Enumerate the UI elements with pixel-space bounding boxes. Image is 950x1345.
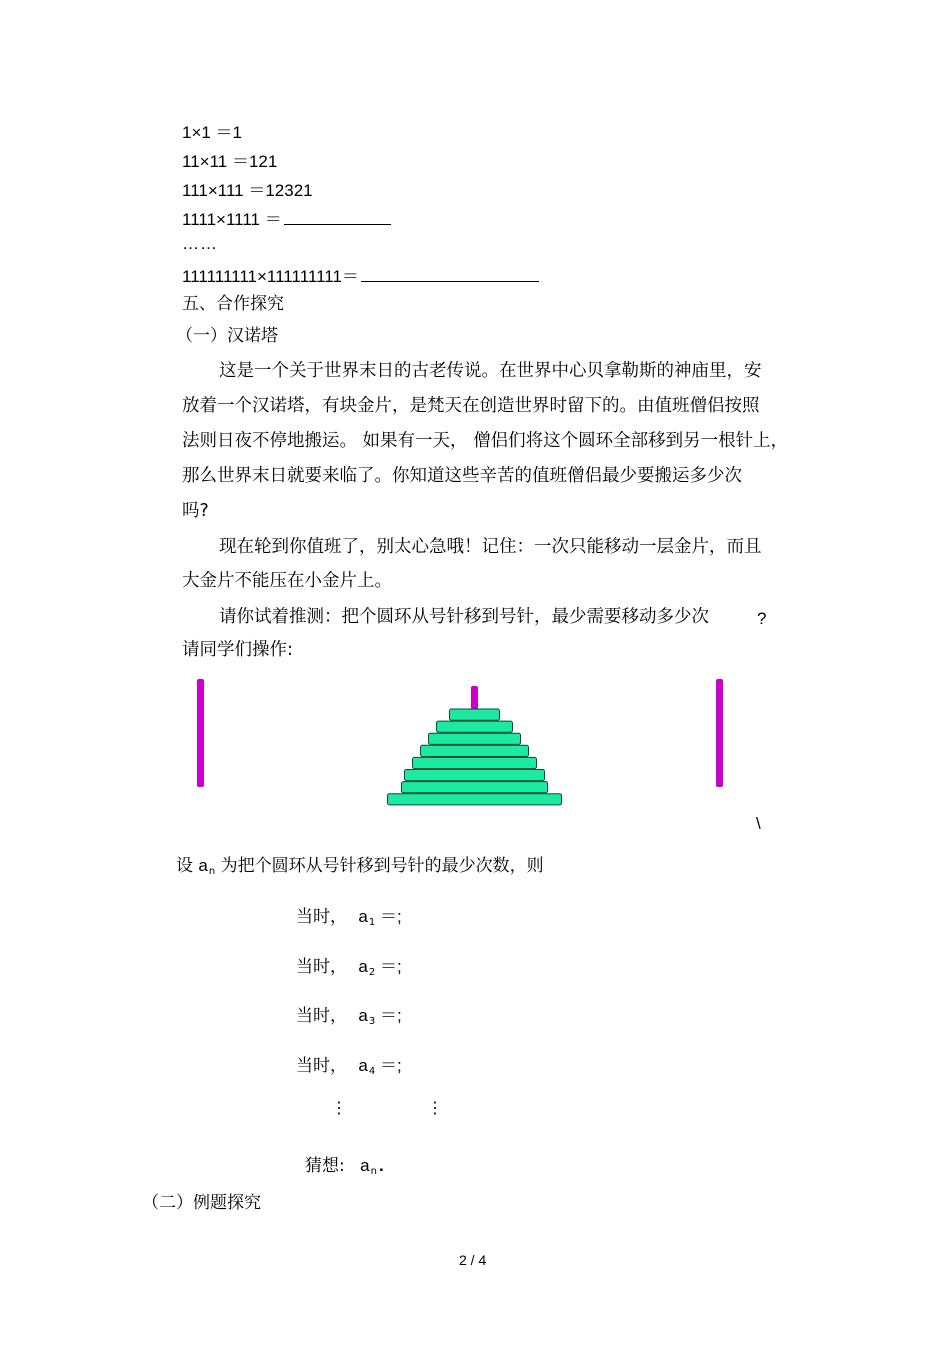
equation-line: 111×111 ＝12321 [182, 181, 313, 200]
equation-text: 1111×1111 ＝ [182, 210, 282, 229]
right-peg [716, 679, 723, 787]
subsection-heading: （二）例题探究 [142, 1193, 261, 1213]
definition-line [176, 857, 544, 877]
case-line [296, 1057, 402, 1077]
hanoi-disk [437, 721, 513, 732]
case-label: 当时， [296, 907, 347, 927]
paragraph-line: 那么世界末日就要来临了。你知道这些辛苦的值班僧侣最少要搬运多少次 [182, 466, 742, 486]
equation-line: 1×1 ＝1 [182, 123, 243, 142]
hanoi-disk [388, 794, 562, 805]
hanoi-disk [429, 733, 521, 744]
case-subscript: 3 [368, 1016, 376, 1027]
case-label: 当时， [296, 957, 347, 977]
conjecture-tail: . [378, 1156, 384, 1175]
case-variable: a [358, 1056, 368, 1075]
case-label: 当时， [296, 1006, 347, 1026]
case-tail: ＝; [375, 1006, 402, 1025]
case-subscript: 1 [368, 917, 376, 928]
vertical-ellipsis: ⋮ [427, 1100, 443, 1117]
paragraph-line: 放着一个汉诺塔，有块金片，是梵天在创造世界时留下的。由值班僧侣按照 [182, 396, 760, 416]
page-number: 2 / 4 [459, 1252, 487, 1268]
equation-line: 11×11 ＝121 [182, 152, 278, 171]
case-line [296, 958, 402, 978]
conjecture-variable: a [360, 1156, 370, 1175]
case-tail: ＝; [375, 907, 402, 926]
case-subscript: 2 [368, 967, 376, 978]
paragraph-line: 大金片不能压在小金片上。 [182, 571, 392, 591]
case-label: 当时， [296, 1056, 347, 1076]
hanoi-disk [405, 770, 545, 781]
case-variable: a [358, 957, 368, 976]
conjecture-label: 猜想: [305, 1156, 345, 1176]
section-heading: 五、合作探究 [182, 294, 284, 314]
case-tail: ＝; [375, 957, 402, 976]
case-variable: a [358, 907, 368, 926]
subsection-heading: （一）汉诺塔 [176, 326, 278, 346]
equation-text: 111111111×111111111＝ [182, 267, 359, 286]
instruction-line: 请同学们操作: [182, 640, 293, 660]
paragraph-line: 现在轮到你值班了，别太心急哦！记住：一次只能移动一层金片，而且 [219, 537, 762, 557]
case-subscript: 4 [368, 1066, 376, 1077]
paragraph-line: 这是一个关于世界末日的古老传说。在世界中心贝拿勒斯的神庙里，安 [219, 361, 762, 381]
definition-suffix: 为把个圆环从号针移到号针的最少次数，则 [220, 856, 544, 876]
paragraph-line: 吗? [182, 501, 209, 521]
case-tail: ＝; [375, 1056, 402, 1075]
hanoi-disk [402, 782, 548, 793]
case-line [296, 1007, 402, 1027]
backslash-mark: \ [756, 814, 761, 833]
variable-subscript: n [208, 866, 216, 877]
hanoi-disk [421, 745, 529, 756]
conjecture-subscript: n [370, 1166, 377, 1177]
case-variable: a [358, 1006, 368, 1025]
paragraph-line: 法则日夜不停地搬运。 如果有一天， 僧侣们将这个圆环全部移到另一根针上， [182, 431, 789, 451]
case-line [296, 908, 402, 928]
hanoi-disk [450, 709, 500, 720]
question-line: 请你试着推测：把个圆环从号针移到号针，最少需要移动多少次 [219, 607, 709, 627]
conjecture-line [305, 1157, 384, 1177]
ellipsis: …… [182, 234, 218, 253]
definition-prefix: 设 [176, 856, 193, 876]
hanoi-disk [413, 757, 537, 768]
question-mark: ? [757, 609, 767, 628]
vertical-ellipsis: ⋮ [331, 1100, 347, 1117]
sequence-variable: a [198, 856, 208, 875]
left-peg [197, 679, 204, 787]
